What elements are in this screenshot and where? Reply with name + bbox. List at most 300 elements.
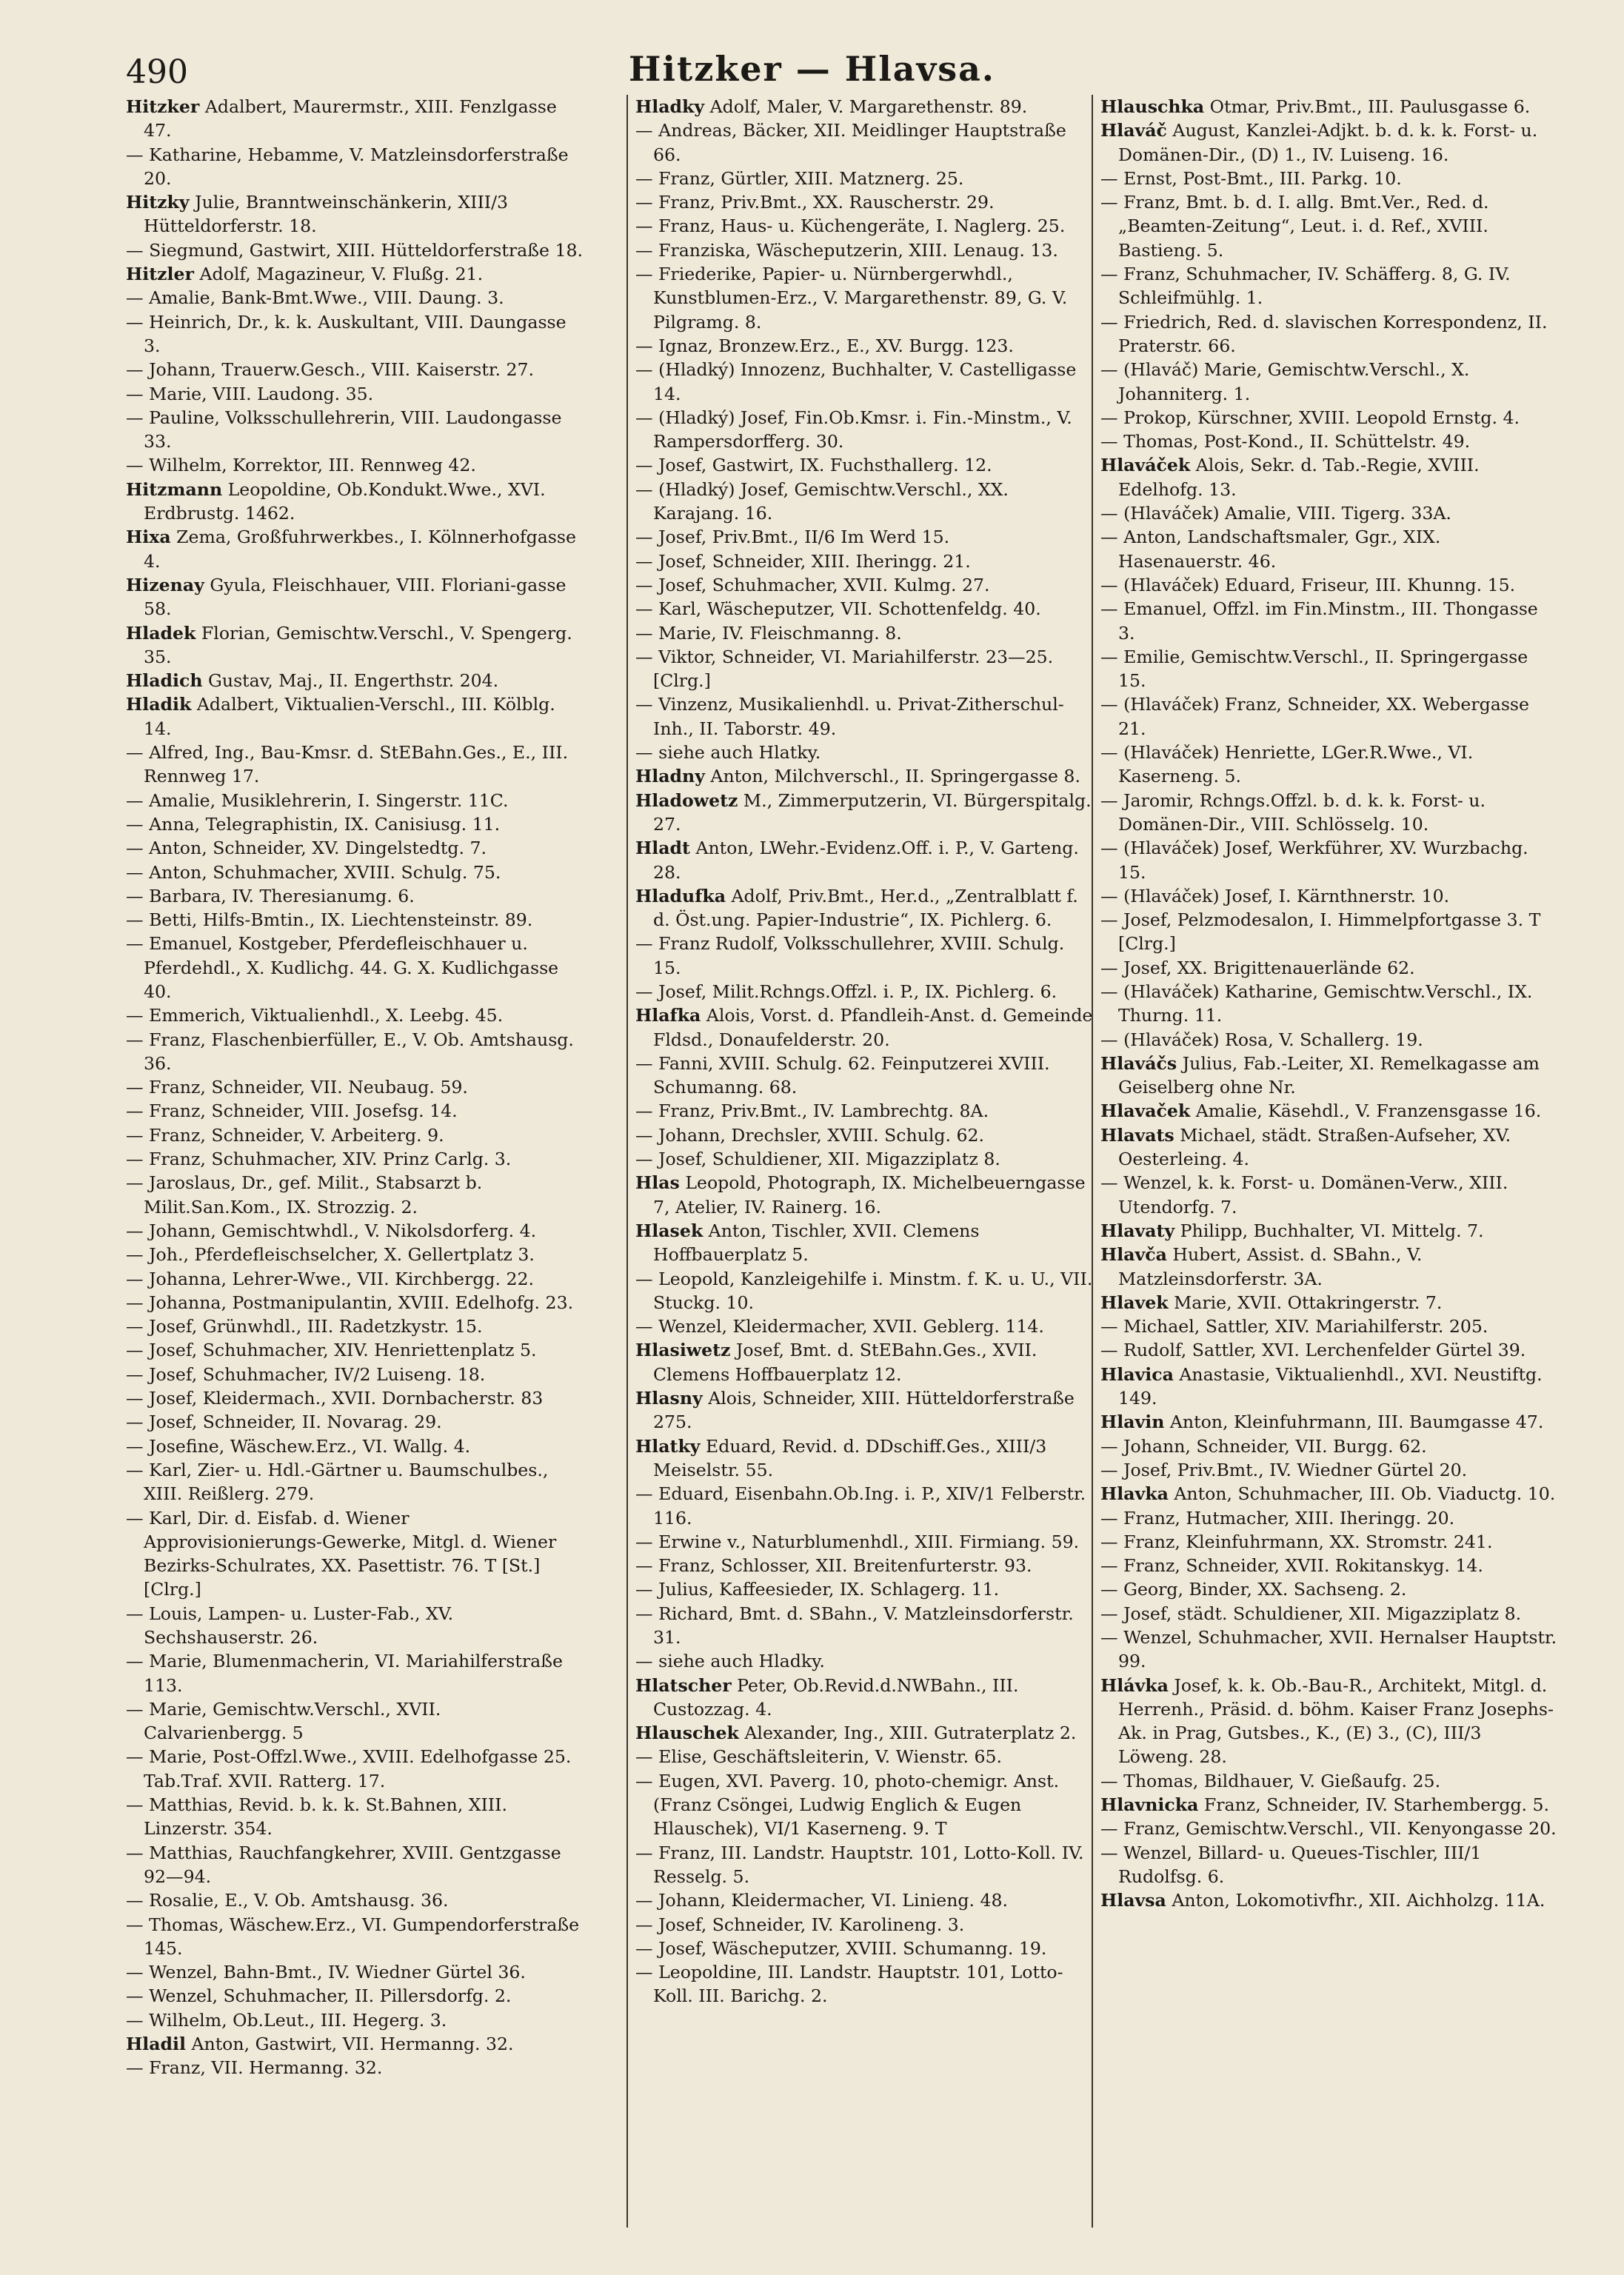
entry-text: — Amalie, Musiklehrerin, I. Singerstr. 11C. [126,789,509,811]
directory-entry [1100,1626,1563,1674]
directory-entry [1100,1099,1560,1123]
entry-text: — Jaromir, Rchngs.Offzl. b. d. k. k. Forst- u. Domänen-Dir., VIII. Schlösselg. 10. [1100,789,1491,835]
entry-text: — Wenzel, Schuhmacher, II. Pillersdorfg. 2. [126,1985,512,2007]
entry-text: — Vinzenz, Musikalienhdl. u. Privat-Zitherschul-Inh., II. Taborstr. 49. [635,694,1064,739]
entry-text: — Pauline, Volksschullehrerin, VIII. Laudongasse 33. [126,407,567,452]
entry-surname: Hlávka [1100,1674,1169,1696]
entry-text: Julius, Fab.-Leiter, XI. Remelkagasse am Geiselberg ohne Nr. [1118,1052,1546,1098]
entry-text: — Josefine, Wäschew.Erz., VI. Wallg. 4. [126,1435,471,1457]
entry-text: — Thomas, Post-Kond., II. Schüttelstr. 49. [1100,431,1471,452]
entry-surname: Hlaváč [1100,120,1167,141]
entry-text: — Emmerich, Viktualienhdl., X. Leebg. 45. [126,1005,504,1026]
entry-text: — Matthias, Revid. b. k. k. St.Bahnen, XIII. Linzerstr. 354. [126,1794,513,1840]
directory-entry [635,1937,1095,1960]
directory-entry [1100,1314,1560,1338]
directory-entry [1100,1458,1560,1482]
directory-entry [1100,1482,1560,1506]
entry-text: — Leopoldine, III. Landstr. Hauptstr. 101, Lotto-Koll. III. Barichg. 2. [635,1962,1063,2007]
directory-entry [126,406,585,454]
entry-text: Anton, Gastwirt, VII. Hermanng. 32. [185,2034,514,2055]
directory-entry [126,190,585,238]
entry-text: — Josef, Schneider, XIII. Iheringg. 21. [635,550,971,572]
entry-text: — Franz, Haus- u. Küchengeräte, I. Naglerg. 25. [635,216,1066,237]
entry-text: — Karl, Wäscheputzer, VII. Schottenfeldg. 40. [635,598,1041,620]
directory-entry [126,310,585,358]
directory-entry [1100,1434,1560,1458]
directory-entry [635,118,1095,167]
directory-entry [1100,980,1560,1028]
directory-entry [126,1028,585,1076]
directory-entry [126,1960,585,1984]
entry-surname: Hlavsa [1100,1890,1166,1911]
directory-entry [635,167,1095,190]
entry-text: Marie, XVII. Ottakringerstr. 7. [1168,1292,1443,1313]
directory-entry [126,861,585,884]
column-rule [626,95,628,2228]
directory-entry [126,1888,585,1912]
directory-entry [1100,262,1560,310]
directory-entry [1100,1219,1560,1243]
entry-text: — Michael, Sattler, XIV. Mariahilferstr. 205. [1100,1316,1488,1337]
directory-entry [1100,118,1560,167]
directory-entry [635,1913,1095,1937]
entry-text: Philipp, Buchhalter, VI. Mittelg. 7. [1174,1220,1484,1241]
entry-text: Eduard, Revid. d. DDschiff.Ges., XIII/3 Meiselstr. 55. [653,1435,1052,1480]
directory-entry [1100,1674,1560,1769]
directory-entry [1100,1243,1560,1291]
entry-text: — Franz, VII. Hermanng. 32. [126,2057,383,2079]
entry-text: — (Hlaváček) Josef, I. Kärnthnerstr. 10. [1100,885,1450,906]
directory-entry [126,1793,585,1841]
directory-entry [635,1267,1098,1315]
directory-entry [635,884,1095,932]
entry-text: — Leopold, Kanzleigehilfe i. Minstm. f. K. u. U., VII. Stuckg. 10. [635,1268,1098,1313]
directory-entry [126,1745,585,1793]
entry-text: Adolf, Priv.Bmt., Her.d., „Zentralblatt f. d. Öst.ung. Papier-Industrie“, IX. Pichlerg. 6. [653,885,1084,931]
entry-surname: Hlasny [635,1388,703,1409]
directory-entry [635,1219,1095,1267]
entry-text: — Josef, Gastwirt, IX. Fuchsthallerg. 12. [635,455,992,476]
entry-text: — Josef, Schuhmacher, IV/2 Luiseng. 18. [126,1363,486,1385]
entry-text: — Josef, Wäscheputzer, XVIII. Schumanng. 19. [635,1937,1047,1959]
directory-entry [635,645,1095,693]
directory-entry [635,190,1095,214]
entry-surname: Hladky [635,96,705,117]
entry-surname: Hitzmann [126,478,223,500]
directory-entry [126,2032,585,2056]
entry-text: — Wenzel, k. k. Forst- u. Domänen-Verw., XIII. Utendorfg. 7. [1100,1172,1514,1217]
entry-text: Leopold, Photograph, IX. Michelbeuerngasse 7, Atelier, IV. Rainerg. 16. [653,1172,1092,1217]
entry-text: — Karl, Dir. d. Eisfab. d. Wiener Approvisionierungs-Gewerke, Mitgl. d. Wiener Bezirks-Schulrates, XX. Pasettistr. 76. T [St.] [Clrg.] [126,1507,562,1600]
directory-entry [126,812,585,836]
entry-text: Josef, Bmt. d. StEBahn.Ges., XVII. Clemens Hoffbauerplatz 12. [653,1340,1043,1385]
directory-entry [635,621,1095,645]
entry-text: Anton, Lokomotivfhr., XII. Aichholzg. 11A. [1166,1890,1546,1911]
entry-text: — Josef, Milit.Rchngs.Offzl. i. P., IX. Pichlerg. 6. [635,981,1057,1002]
directory-entry [635,1602,1095,1650]
directory-entry [1100,1506,1560,1530]
entry-text: Hubert, Assist. d. SBahn., V. Matzleinsdorferstr. 3A. [1118,1244,1428,1289]
directory-entry [635,1052,1095,1100]
directory-entry [126,1171,585,1219]
directory-entry [635,764,1095,788]
entry-text: — Johann, Drechsler, XVIII. Schulg. 62. [635,1124,985,1146]
directory-column-3 [1100,95,1563,1913]
directory-entry [635,1888,1095,1912]
entry-text: — Franz, Flaschenbierfüller, E., V. Ob. Amtshausg. 36. [126,1029,580,1074]
entry-text: — Heinrich, Dr., k. k. Auskultant, VIII. Daungasse 3. [126,311,572,356]
directory-entry [1100,692,1560,741]
entry-text: Anton, Tischler, XVII. Clemens Hoffbauerplatz 5. [653,1220,985,1266]
directory-entry [635,1960,1095,2008]
directory-entry [126,453,585,477]
entry-text: — Karl, Zier- u. Hdl.-Gärtner u. Baumschulbes., XIII. Reißlerg. 279. [126,1459,554,1505]
entry-surname: Hitzler [126,264,194,285]
entry-text: Alois, Schneider, XIII. Hütteldorferstraße 275. [653,1388,1080,1433]
directory-entry [635,789,1095,837]
entry-text: — (Hladký) Josef, Fin.Ob.Kmsr. i. Fin.-Minstm., V. Rampersdorfferg. 30. [635,407,1078,452]
entry-surname: Hladt [635,838,690,859]
entry-text: — (Hlaváček) Amalie, VIII. Tigerg. 33A. [1100,503,1451,524]
entry-text: — Johanna, Lehrer-Wwe., VII. Kirchbergg. 22. [126,1268,535,1289]
entry-text: — Franz, Schneider, XVII. Rokitanskyg. 14. [1100,1555,1483,1577]
directory-entry [635,932,1095,980]
entry-text: — Betti, Hilfs-Bmtin., IX. Liechtensteinstr. 89. [126,909,533,931]
directory-entry [1100,1769,1560,1793]
directory-entry [635,692,1095,741]
entry-text: — Franz, Schneider, VIII. Josefsg. 14. [126,1100,458,1122]
entry-text: Alois, Sekr. d. Tab.-Regie, XVIII. Edelhofg. 13. [1118,455,1486,500]
entry-surname: Hitzker [126,96,200,117]
entry-text: — Josef, Kleidermach., XVII. Dornbacherstr. 83 [126,1388,544,1409]
entry-surname: Hlavaček [1100,1100,1191,1122]
directory-entry [635,980,1095,1003]
entry-text: — Franz, Priv.Bmt., XX. Rauscherstr. 29. [635,192,995,213]
directory-entry [1100,358,1560,406]
entry-surname: Hlavča [1100,1244,1167,1266]
directory-entry [126,286,585,310]
entry-text: — Marie, VIII. Laudong. 35. [126,383,374,404]
directory-column-2 [635,95,1098,2008]
directory-entry [1100,1363,1560,1411]
directory-entry [635,836,1095,884]
directory-entry [635,741,1095,764]
entry-text: — Rosalie, E., V. Ob. Amtshausg. 36. [126,1890,449,1911]
directory-entry [635,1147,1095,1171]
directory-entry [126,1913,585,1961]
directory-entry [635,1554,1095,1577]
entry-text: — Barbara, IV. Theresianumg. 6. [126,885,415,906]
entry-text: Adalbert, Viktualien-Verschl., III. Kölblg. 14. [144,694,561,739]
entry-text: Michael, städt. Straßen-Aufseher, XV. Oesterleing. 4. [1118,1124,1517,1170]
entry-text: — Franz, Bmt. b. d. I. allg. Bmt.Ver., Red. d. „Beamten-Zeitung“, Leut. i. d. Ref., XVIII. Bastieng. 5. [1100,192,1495,261]
entry-text: — Rudolf, Sattler, XVI. Lerchenfelder Gürtel 39. [1100,1340,1526,1361]
entry-text: — Katharine, Hebamme, V. Matzleinsdorferstraße 20. [126,144,575,189]
directory-entry [1100,645,1560,693]
directory-entry [126,1123,585,1147]
entry-text: Gyula, Fleischhauer, VIII. Floriani-gasse 58. [144,574,572,620]
directory-entry [126,262,585,286]
entry-text: — Richard, Bmt. d. SBahn., V. Matzleinsdorferstr. 31. [635,1603,1080,1648]
entry-text: Alexander, Ing., XIII. Gutraterplatz 2. [738,1723,1077,1744]
entry-surname: Hladek [126,622,196,644]
entry-text: — (Hlaváč) Marie, Gemischtw.Verschl., X. Johanniterg. 1. [1100,359,1475,404]
directory-entry [635,1674,1095,1722]
entry-text: — Thomas, Wäschew.Erz., VI. Gumpendorferstraße 145. [126,1914,585,1959]
directory-entry [635,1434,1095,1483]
directory-entry [126,669,585,692]
directory-entry [1100,1554,1560,1577]
directory-entry [635,1099,1095,1123]
entry-text: — Louis, Lampen- u. Luster-Fab., XV. Sechshauserstr. 26. [126,1603,459,1648]
entry-text: — Fanni, XVIII. Schulg. 62. Feinputzerei XVIII. Schumanng. 68. [635,1052,1056,1098]
entry-text: — Marie, Gemischtw.Verschl., XVII. Calvarienbergg. 5 [126,1698,447,1744]
directory-entry [635,95,1095,118]
directory-entry [1100,597,1560,645]
entry-surname: Hlavats [1100,1124,1174,1146]
entry-text: — Eduard, Eisenbahn.Ob.Ing. i. P., XIV/1 Felberstr. 116. [635,1483,1092,1529]
directory-entry [635,478,1095,526]
directory-entry [635,1745,1095,1768]
directory-entry [635,549,1095,573]
entry-text: — Amalie, Bank-Bmt.Wwe., VIII. Daung. 3. [126,287,504,309]
entry-text: — (Hladký) Innozenz, Buchhalter, V. Castelligasse 14. [635,359,1082,404]
directory-entry [635,1649,1095,1673]
directory-entry [126,836,585,860]
entry-text: — Franz, Priv.Bmt., IV. Lambrechtg. 8A. [635,1100,989,1122]
entry-surname: Hlafka [635,1005,701,1026]
entry-text: Otmar, Priv.Bmt., III. Paulusgasse 6. [1204,96,1531,117]
entry-text: — Franz, III. Landstr. Hauptstr. 101, Lotto-Koll. IV. Resselg. 5. [635,1842,1089,1887]
entry-surname: Hlavnicka [1100,1794,1199,1816]
directory-entry [1100,1530,1560,1554]
directory-entry [635,334,1095,358]
entry-text: — Emanuel, Kostgeber, Pferdefleischhauer u. Pferdehdl., X. Kudlichg. 44. G. X. Kudlichgasse 40. [126,933,564,1002]
entry-surname: Hladil [126,2034,186,2055]
entry-surname: Hladowetz [635,789,738,811]
entry-text: Peter, Ob.Revid.d.NWBahn., III. Custozzag. 4. [653,1674,1024,1720]
entry-text: — Marie, Blumenmacherin, VI. Mariahilferstraße 113. [126,1651,569,1696]
entry-text: — Anton, Landschaftsmaler, Ggr., XIX. Hasenauerstr. 46. [1100,527,1446,572]
directory-entry [1100,1888,1560,1912]
directory-entry [126,621,585,669]
directory-entry [1100,310,1560,358]
directory-entry [1100,453,1560,501]
entry-text: — Ernst, Post-Bmt., III. Parkg. 10. [1100,167,1402,189]
directory-entry [1100,430,1560,453]
directory-entry [1100,1577,1560,1601]
directory-entry [635,1769,1095,1841]
entry-text: — Wilhelm, Ob.Leut., III. Hegerg. 3. [126,2009,447,2031]
entry-text: — Franz, Hutmacher, XIII. Iheringg. 20. [1100,1507,1455,1529]
entry-text: — Franz, Gemischtw.Verschl., VII. Kenyongasse 20. [1100,1818,1557,1840]
entry-text: — Alfred, Ing., Bau-Kmsr. d. StEBahn.Ges., E., III. Rennweg 17. [126,742,574,787]
directory-entry [126,1434,585,1458]
entry-text: — Josef, Priv.Bmt., IV. Wiedner Gürtel 20. [1100,1459,1468,1480]
entry-text: Anton, Milchverschl., II. Springergasse 8. [704,766,1080,787]
entry-text: — Eugen, XVI. Paverg. 10, photo-chemigr. Anst. (Franz Csöngei, Ludwig Englich & Eugen Hlauschek), VI/1 Kaserneng. 9. T [635,1770,1065,1840]
directory-entry [635,1841,1095,1889]
entry-text: — (Hlaváček) Rosa, V. Schallerg. 19. [1100,1029,1423,1050]
entry-text: — Johann, Kleidermacher, VI. Linieng. 48. [635,1890,1009,1911]
directory-entry [635,1123,1095,1147]
directory-entry [1100,1171,1560,1219]
directory-entry [1100,190,1560,262]
directory-entry [635,597,1095,621]
directory-entry [126,692,585,741]
directory-entry [126,1147,585,1171]
entry-text: — Franziska, Wäscheputzerin, XIII. Lenaug. 13. [635,239,1058,261]
directory-entry [126,932,585,1003]
entry-text: Julie, Branntweinschänkerin, XIII/3 Hütteldorferstr. 18. [144,192,514,237]
entry-text: Anton, Kleinfuhrmann, III. Baumgasse 47. [1164,1412,1544,1433]
entry-text: — Franz, Kleinfuhrmann, XX. Stromstr. 241. [1100,1531,1493,1552]
directory-entry [1100,1052,1560,1100]
directory-entry [1100,1338,1560,1362]
directory-entry [1100,1841,1560,1889]
directory-entry [635,1482,1095,1530]
directory-entry [126,525,585,573]
directory-entry [635,1386,1095,1434]
directory-entry [126,2008,585,2032]
entry-surname: Hizenay [126,574,204,595]
directory-entry [1100,836,1560,884]
entry-text: Florian, Gemischtw.Verschl., V. Spengerg. 35. [144,622,578,667]
directory-entry [635,1721,1095,1745]
directory-entry [1100,95,1560,118]
directory-entry [126,238,585,262]
directory-entry [1100,167,1560,190]
entry-text: — Josef, Schuldiener, XII. Migazziplatz 8. [635,1149,1000,1170]
entry-text: — Wenzel, Billard- u. Queues-Tischler, III/1 Rudolfsg. 6. [1100,1842,1487,1887]
entry-text: — Franz, Gürtler, XIII. Matznerg. 25. [635,167,964,189]
entry-text: — Franz, Schuhmacher, XIV. Prinz Carlg. 3. [126,1149,512,1170]
directory-entry [126,1458,585,1506]
directory-entry [126,1003,585,1027]
directory-entry [126,358,585,381]
directory-entry [635,1003,1098,1052]
entry-text: Anastasie, Viktualienhdl., XVI. Neustiftg. 149. [1118,1363,1548,1409]
entry-surname: Hlavek [1100,1292,1169,1313]
entry-text: August, Kanzlei-Adjkt. b. d. k. k. Forst- u. Domänen-Dir., (D) 1., IV. Luiseng. 16. [1118,120,1543,165]
entry-text: Anton, LWehr.-Evidenz.Off. i. P., V. Garteng. 28. [653,838,1085,883]
directory-entry [1100,1602,1560,1626]
entry-text: — Josef, Schneider, IV. Karolineng. 3. [635,1914,965,1935]
directory-entry [126,1841,585,1889]
entry-text: — Siegmund, Gastwirt, XIII. Hütteldorferstraße 18. [126,239,583,261]
entry-text: — (Hlaváček) Josef, Werkführer, XV. Wurzbachg. 15. [1100,838,1534,883]
entry-surname: Hlasek [635,1220,704,1241]
entry-text: — Joh., Pferdefleischselcher, X. Gellertplatz 3. [126,1244,535,1266]
directory-entry [126,1410,585,1434]
entry-text: — Marie, Post-Offzl.Wwe., XVIII. Edelhofgasse 25. Tab.Traf. XVII. Ratterg. 17. [126,1746,577,1791]
directory-entry [635,1530,1095,1554]
directory-entry [635,262,1095,334]
entry-text: Franz, Schneider, IV. Starhembergg. 5. [1198,1794,1550,1816]
entry-surname: Hlavin [1100,1412,1165,1433]
entry-surname: Hlauschka [1100,96,1205,117]
entry-surname: Hlavaty [1100,1220,1175,1241]
entry-text: Zema, Großfuhrwerkbes., I. Kölnnerhofgasse 4. [144,527,582,572]
directory-entry [126,95,585,143]
entry-text: — Jaroslaus, Dr., gef. Milit., Stabsarzt b. Milit.San.Kom., IX. Strozzig. 2. [126,1172,488,1217]
entry-surname: Hladik [126,694,192,715]
entry-text: — Josef, städt. Schuldiener, XII. Migazziplatz 8. [1100,1603,1522,1624]
entry-text: — Josef, Pelzmodesalon, I. Himmelpfortgasse 3. T [Clrg.] [1100,909,1546,955]
entry-text: — Anna, Telegraphistin, IX. Canisiusg. 11. [126,813,501,835]
entry-text: Adolf, Maler, V. Margarethenstr. 89. [704,96,1028,117]
directory-entry [126,1291,585,1314]
directory-entry [126,2056,585,2079]
directory-entry [126,573,585,621]
directory-entry [1100,789,1560,837]
entry-surname: Hladich [126,670,203,692]
directory-entry [635,358,1095,406]
directory-entry [635,1171,1095,1219]
directory-entry [1100,501,1560,525]
directory-entry [1100,1817,1560,1840]
entry-text: Adalbert, Maurermstr., XIII. Fenzlgasse 47. [144,96,563,141]
entry-text: — Franz, Schlosser, XII. Breitenfurterstr. 93. [635,1555,1032,1577]
directory-entry [1100,1028,1560,1052]
entry-text: — Thomas, Bildhauer, V. Gießaufg. 25. [1100,1770,1441,1791]
entry-text: — Johann, Schneider, VII. Burgg. 62. [1100,1435,1427,1457]
entry-text: — Anton, Schneider, XV. Dingelstedtg. 7. [126,838,487,859]
entry-surname: Hlas [635,1172,680,1194]
directory-entry [126,143,585,191]
entry-text: — Andreas, Bäcker, XII. Meidlinger Hauptstraße 66. [635,120,1072,165]
entry-text: — Franz, Schneider, V. Arbeiterg. 9. [126,1124,444,1146]
directory-entry [126,382,585,406]
entry-text: — Marie, IV. Fleischmanng. 8. [635,622,902,644]
entry-surname: Hlavica [1100,1363,1174,1385]
entry-text: — Friedrich, Red. d. slavischen Korrespondenz, II. Praterstr. 66. [1100,311,1553,356]
entry-text: — Franz, Schneider, VII. Neubaug. 59. [126,1077,468,1098]
directory-entry [126,1386,585,1410]
entry-surname: Hladufka [635,885,726,906]
entry-surname: Hlaváček [1100,455,1191,476]
entry-text: — Wenzel, Schuhmacher, XVII. Hernalser Hauptstr. 99. [1100,1627,1563,1672]
directory-entry [126,1075,585,1099]
directory-entry [635,453,1095,477]
entry-text: — Johann, Trauerw.Gesch., VIII. Kaiserstr. 27. [126,359,535,381]
directory-entry [126,1314,585,1338]
entry-text: — Emilie, Gemischtw.Verschl., II. Springergasse 15. [1100,646,1534,692]
directory-entry [126,1267,585,1291]
directory-entry [1100,573,1560,597]
entry-text: — (Hlaváček) Franz, Schneider, XX. Webergasse 21. [1100,694,1535,739]
entry-text: — Elise, Geschäftsleiterin, V. Wienstr. 65. [635,1746,1002,1768]
directory-entry [1100,1410,1560,1434]
entry-text: Anton, Schuhmacher, III. Ob. Viaductg. 10. [1168,1483,1556,1505]
directory-entry [126,1697,585,1745]
entry-text: Adolf, Magazineur, V. Flußg. 21. [193,264,484,285]
directory-entry [635,1314,1095,1338]
directory-entry [126,1099,585,1123]
directory-entry [635,573,1095,597]
directory-entry [1100,406,1560,430]
entry-text: — Franz, Schuhmacher, IV. Schäfferg. 8, G. IV. Schleifmühlg. 1. [1100,264,1517,309]
entry-text: — Erwine v., Naturblumenhdl., XIII. Firmiang. 59. [635,1531,1080,1552]
directory-entry [126,1602,585,1650]
directory-entry [126,884,585,908]
entry-text: — Josef, Priv.Bmt., II/6 Im Werd 15. [635,527,950,548]
directory-entry [1100,741,1560,789]
entry-text: — Josef, Schuhmacher, XVII. Kulmg. 27. [635,574,990,595]
entry-surname: Hladny [635,766,705,787]
entry-text: — Johann, Gemischtwhdl., V. Nikolsdorferg. 4. [126,1220,537,1241]
entry-text: — Viktor, Schneider, VI. Mariahilferstr. 23—25. [Clrg.] [635,646,1059,692]
